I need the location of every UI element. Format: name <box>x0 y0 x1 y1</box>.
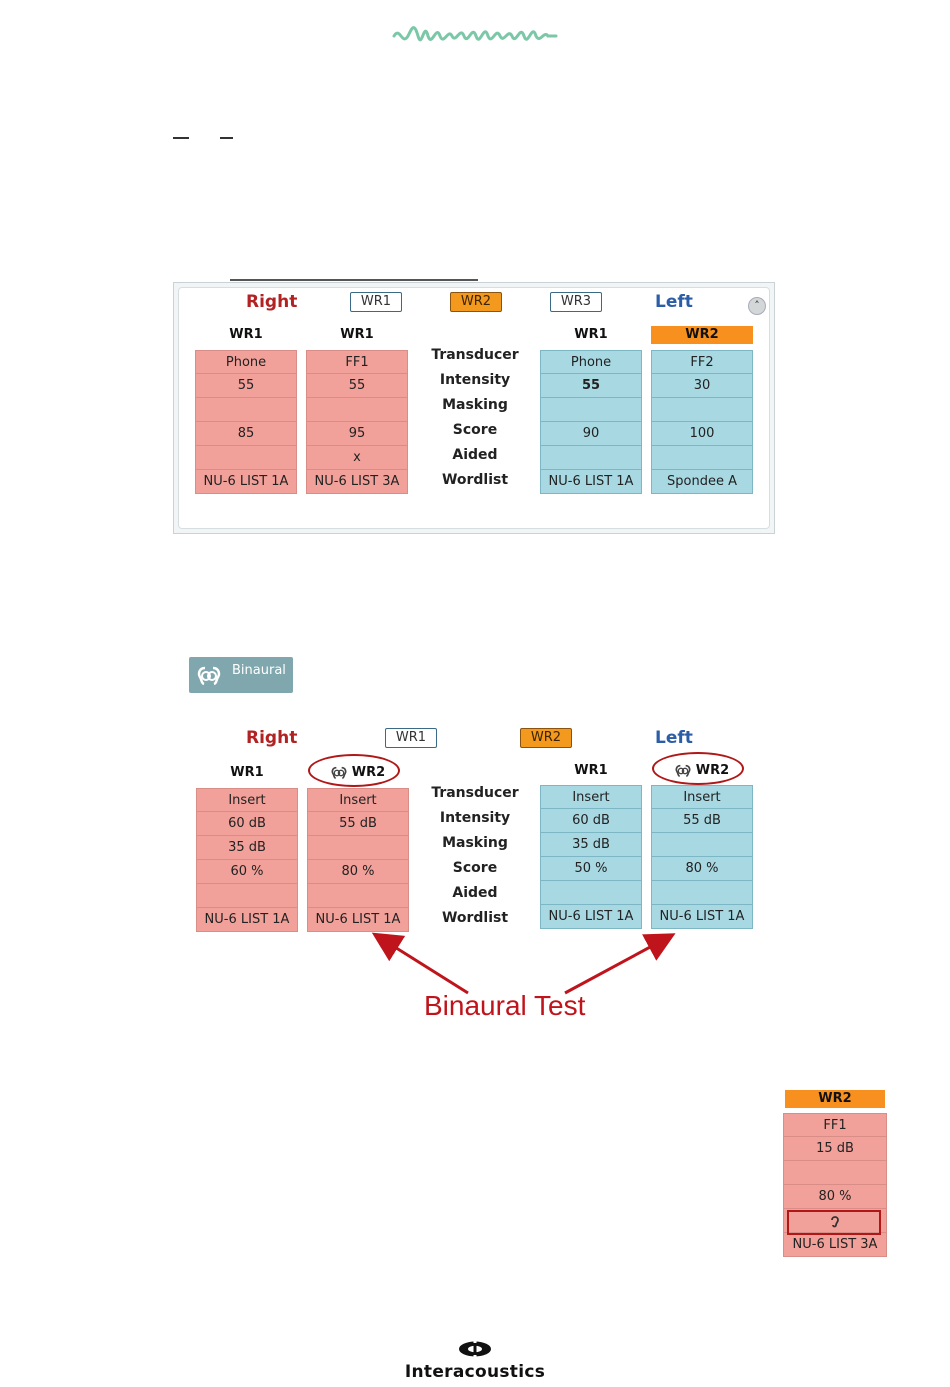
cell-intensity: 30 <box>651 374 753 398</box>
cell-score: 85 <box>195 422 297 446</box>
cell-transducer: Phone <box>195 350 297 374</box>
row-label-masking: Masking <box>442 397 508 413</box>
row-label-score: Score <box>452 422 498 438</box>
cell-wordlist: NU-6 LIST 1A <box>540 470 642 494</box>
right-ear-label: Right <box>246 728 298 748</box>
tab-wr2[interactable]: WR2 <box>520 728 572 748</box>
cell-transducer: Insert <box>196 788 298 812</box>
row-label-aided: Aided <box>452 447 498 463</box>
cell-score: 90 <box>540 422 642 446</box>
cell-wordlist: NU-6 LIST 1A <box>540 905 642 929</box>
interacoustics-logo <box>399 1340 551 1382</box>
cell-score: 80 % <box>783 1185 887 1209</box>
test-column-right-2[interactable] <box>307 788 409 932</box>
col-header-left-1: WR1 <box>574 327 608 342</box>
cell-masking <box>540 398 642 422</box>
cell-wordlist: NU-6 LIST 1A <box>651 905 753 929</box>
tab-wr1[interactable]: WR1 <box>350 292 402 312</box>
col-header-right-2: WR1 <box>340 327 374 342</box>
cell-intensity: 55 dB <box>307 812 409 836</box>
cell-masking <box>651 833 753 857</box>
row-label-score: Score <box>452 860 498 876</box>
brand-name: Interacoustics <box>404 1362 546 1382</box>
cell-wordlist: NU-6 LIST 1A <box>195 470 297 494</box>
cell-aided <box>540 446 642 470</box>
binaural-test-callout: Binaural Test <box>424 990 586 1021</box>
cell-transducer: Insert <box>651 785 753 809</box>
test-column-right-2[interactable] <box>306 350 408 494</box>
row-label-transducer: Transducer <box>431 347 519 363</box>
left-ear-label: Left <box>655 728 693 748</box>
cell-aided <box>540 881 642 905</box>
cell-score: 100 <box>651 422 753 446</box>
row-label-intensity: Intensity <box>439 810 511 826</box>
cell-intensity: 15 dB <box>783 1137 887 1161</box>
cell-wordlist: NU-6 LIST 3A <box>783 1233 887 1257</box>
col-header-label: WR2 <box>695 763 730 778</box>
cell-score: 80 % <box>307 860 409 884</box>
cell-transducer: FF2 <box>651 350 753 374</box>
test-column-left-2[interactable] <box>651 350 753 494</box>
interacoustics-logo-icon <box>457 1340 493 1358</box>
cell-transducer: FF1 <box>783 1113 887 1137</box>
cell-intensity: 55 <box>306 374 408 398</box>
test-column-left-2[interactable] <box>651 785 753 929</box>
cell-masking <box>783 1161 887 1185</box>
test-column-right-1[interactable] <box>195 350 297 494</box>
arrow-left <box>382 939 468 993</box>
cell-wordlist: NU-6 LIST 1A <box>196 908 298 932</box>
annotation-arrows <box>360 925 690 1000</box>
cell-masking <box>651 398 753 422</box>
col-header-label: WR2 <box>351 765 386 780</box>
row-labels <box>415 343 535 493</box>
arrow-right <box>565 939 665 993</box>
row-label-intensity: Intensity <box>439 372 511 388</box>
binaural-button-label: Binaural <box>232 663 286 678</box>
cell-aided <box>651 881 753 905</box>
cell-score: 80 % <box>651 857 753 881</box>
tab-wr3[interactable]: WR3 <box>550 292 602 312</box>
cell-aided <box>651 446 753 470</box>
cell-aided <box>307 884 409 908</box>
cell-intensity: 60 dB <box>540 809 642 833</box>
test-column-right-1[interactable] <box>196 788 298 932</box>
test-column-left-1[interactable] <box>540 350 642 494</box>
cell-score: 95 <box>306 422 408 446</box>
cell-intensity: 55 <box>540 374 642 398</box>
cell-masking <box>307 836 409 860</box>
cell-transducer: Insert <box>307 788 409 812</box>
col-header-left-1: WR1 <box>574 763 608 778</box>
col-header-left-2[interactable]: WR2 <box>651 326 753 344</box>
cell-aided: x <box>306 446 408 470</box>
highlight-ellipse <box>652 752 744 785</box>
cell-score: 60 % <box>196 860 298 884</box>
cell-masking <box>195 398 297 422</box>
test-column-left-1[interactable] <box>540 785 642 929</box>
col-header-right-1: WR1 <box>229 327 263 342</box>
cell-wordlist: NU-6 LIST 1A <box>307 908 409 932</box>
waveform-logo-icon <box>392 18 558 52</box>
cell-wordlist: Spondee A <box>651 470 753 494</box>
cell-wordlist: NU-6 LIST 3A <box>306 470 408 494</box>
cell-transducer: Phone <box>540 350 642 374</box>
decor-dash-1 <box>173 137 189 139</box>
aided-highlight-box <box>787 1210 881 1235</box>
right-ear-label: Right <box>246 292 298 312</box>
cell-score: 50 % <box>540 857 642 881</box>
binaural-button[interactable] <box>189 657 293 693</box>
tab-wr1[interactable]: WR1 <box>385 728 437 748</box>
cell-intensity: 55 <box>195 374 297 398</box>
row-label-aided: Aided <box>452 885 498 901</box>
decor-dash-2 <box>220 137 233 139</box>
cell-masking <box>306 398 408 422</box>
row-label-masking: Masking <box>442 835 508 851</box>
binaural-icon <box>195 664 223 688</box>
col-header-right-1: WR1 <box>230 765 264 780</box>
cell-aided <box>195 446 297 470</box>
tab-wr2[interactable]: WR2 <box>450 292 502 312</box>
tab-underline <box>230 279 478 281</box>
cell-aided <box>196 884 298 908</box>
cell-masking: 35 dB <box>540 833 642 857</box>
row-label-wordlist: Wordlist <box>441 472 509 488</box>
collapse-chevron-icon[interactable]: ˄ <box>748 297 766 315</box>
test-column-ff1[interactable] <box>783 1113 887 1257</box>
col-header-wr2[interactable]: WR2 <box>785 1090 885 1108</box>
row-label-wordlist: Wordlist <box>441 910 509 926</box>
cell-intensity: 55 dB <box>651 809 753 833</box>
highlight-ellipse <box>308 754 400 787</box>
left-ear-label: Left <box>655 292 693 312</box>
row-label-transducer: Transducer <box>431 785 519 801</box>
cell-intensity: 60 dB <box>196 812 298 836</box>
row-labels <box>415 781 535 931</box>
cell-transducer: Insert <box>540 785 642 809</box>
cell-transducer: FF1 <box>306 350 408 374</box>
cell-masking: 35 dB <box>196 836 298 860</box>
